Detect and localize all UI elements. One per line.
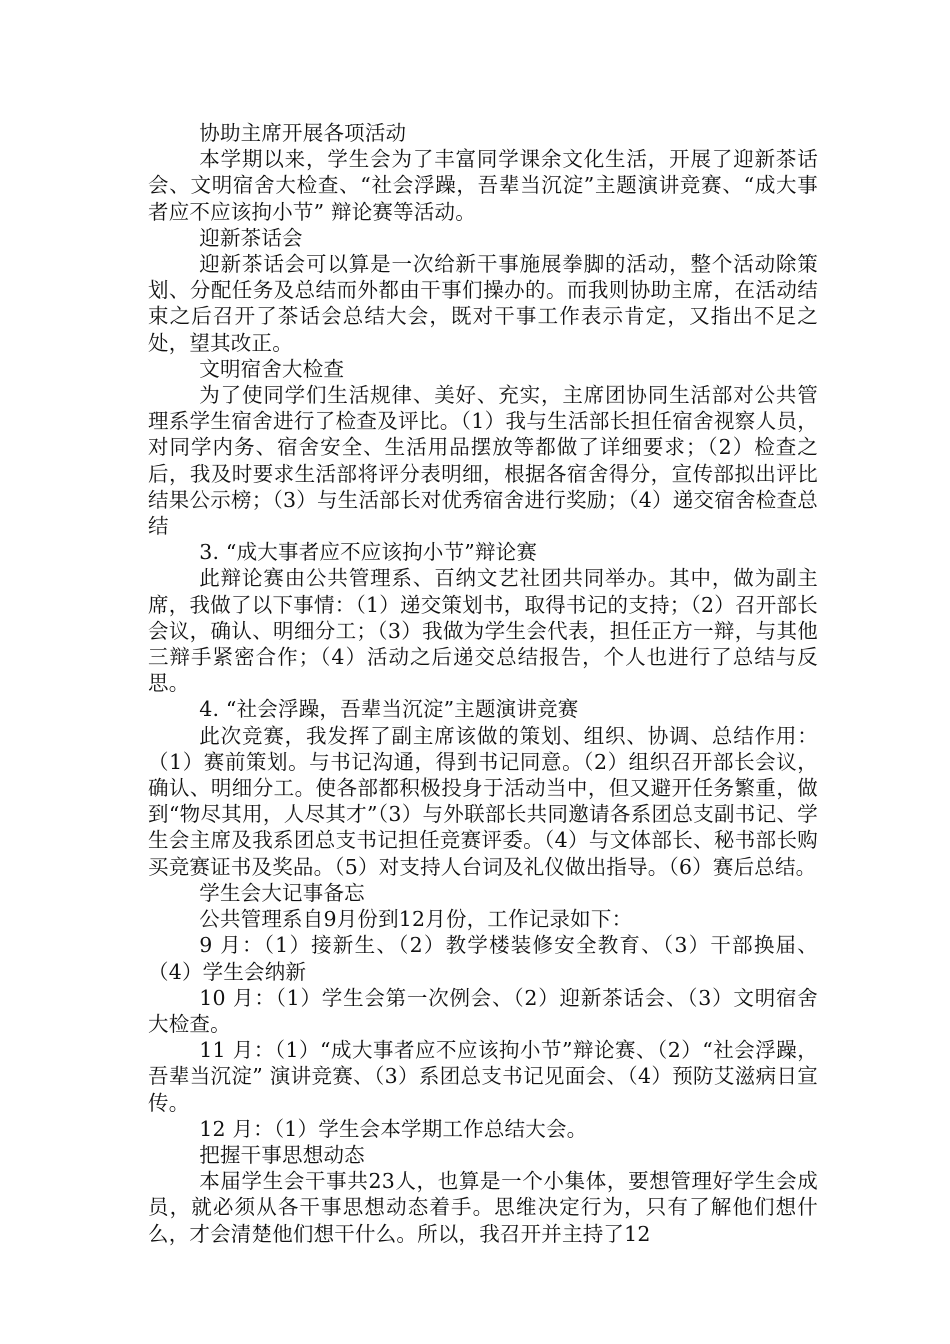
- section-heading: 3. “成大事者应不应该拘小节”辩论赛: [199, 540, 538, 565]
- paragraph: 11 月：（1）“成大事者应不应该拘小节”辩论赛、（2）“社会浮躁，吾辈当沉淀” 演讲竞赛、（3）系团总支书记见面会、（4）预防艾滋病日宣传。: [148, 1038, 818, 1115]
- section-heading: 协助主席开展各项活动: [199, 121, 407, 145]
- document-body: [148, 120, 818, 1247]
- paragraph: 9 月：（1）接新生、（2）教学楼装修安全教育、（3）干部换届、（4）学生会纳新: [148, 933, 818, 984]
- section-heading: 学生会大记事备忘: [199, 880, 365, 905]
- paragraph: 12 月：（1）学生会本学期工作总结大会。: [199, 1116, 588, 1141]
- paragraph: 公共管理系自9月份到12月份，工作记录如下：: [199, 907, 633, 932]
- paragraph: 10 月：（1）学生会第一次例会、（2）迎新茶话会、（3）文明宿舍大检查。: [148, 985, 818, 1036]
- section-heading: 文明宿舍大检查: [199, 356, 345, 381]
- paragraph: 为了使同学们生活规律、美好、充实，主席团协同生活部对公共管理系学生宿舍进行了检查及评比。（1）我与生活部长担任宿舍视察人员，对同学内务、宿舍安全、生活用品摆放等都做了详细要求；（2）检查之后，我及时要求生活部将评分表明细，根据各宿舍得分，宣传部拟出评比结果公示榜；（3）与生活部长对优秀宿舍进行奖励；（4）递交宿舍检查总结: [148, 383, 818, 539]
- paragraph: 本届学生会干事共23人，也算是一个小集体，要想管理好学生会成员，就必须从各干事思想动态着手。思维决定行为，只有了解他们想什么，才会清楚他们想干什么。所以，我召开并主持了12: [148, 1169, 818, 1246]
- section-heading: 迎新茶话会: [199, 225, 303, 250]
- section-heading: 4. “社会浮躁，吾辈当沉淀”主题演讲竞赛: [199, 697, 579, 722]
- section-heading: 把握干事思想动态: [199, 1142, 365, 1167]
- paragraph: 此辩论赛由公共管理系、百纳文艺社团共同举办。其中，做为副主席，我做了以下事情：（1）递交策划书，取得书记的支持；（2）召开部长会议，确认、明细分工；（3）我做为学生会代表，担任正方一辩，与其他三辩手紧密合作；（4）活动之后递交总结报告，个人也进行了总结与反思。: [148, 566, 818, 696]
- paragraph: 此次竞赛，我发挥了副主席该做的策划、组织、协调、总结作用：（1）赛前策划。与书记沟通，得到书记同意。（2）组织召开部长会议，确认、明细分工。使各部都积极投身于活动当中，但又避开任务繁重，做到“物尽其用，人尽其才”（3）与外联部长共同邀请各系团总支副书记、学生会主席及我系团总支书记担任竞赛评委。（4）与文体部长、秘书部长购买竞赛证书及奖品。（5）对支持人台词及礼仪做出指导。（6）赛后总结。: [148, 723, 818, 879]
- paragraph: 本学期以来，学生会为了丰富同学课余文化生活，开展了迎新茶话会、文明宿舍大检查、“社会浮躁，吾辈当沉淀”主题演讲竞赛、“成大事者应不应该拘小节” 辩论赛等活动。: [148, 147, 818, 224]
- paragraph: 迎新茶话会可以算是一次给新干事施展拳脚的活动，整个活动除策划、分配任务及总结而外都由干事们操办的。而我则协助主席，在活动结束之后召开了茶话会总结大会，既对干事工作表示肯定，又指出不足之处，望其改正。: [148, 252, 818, 355]
